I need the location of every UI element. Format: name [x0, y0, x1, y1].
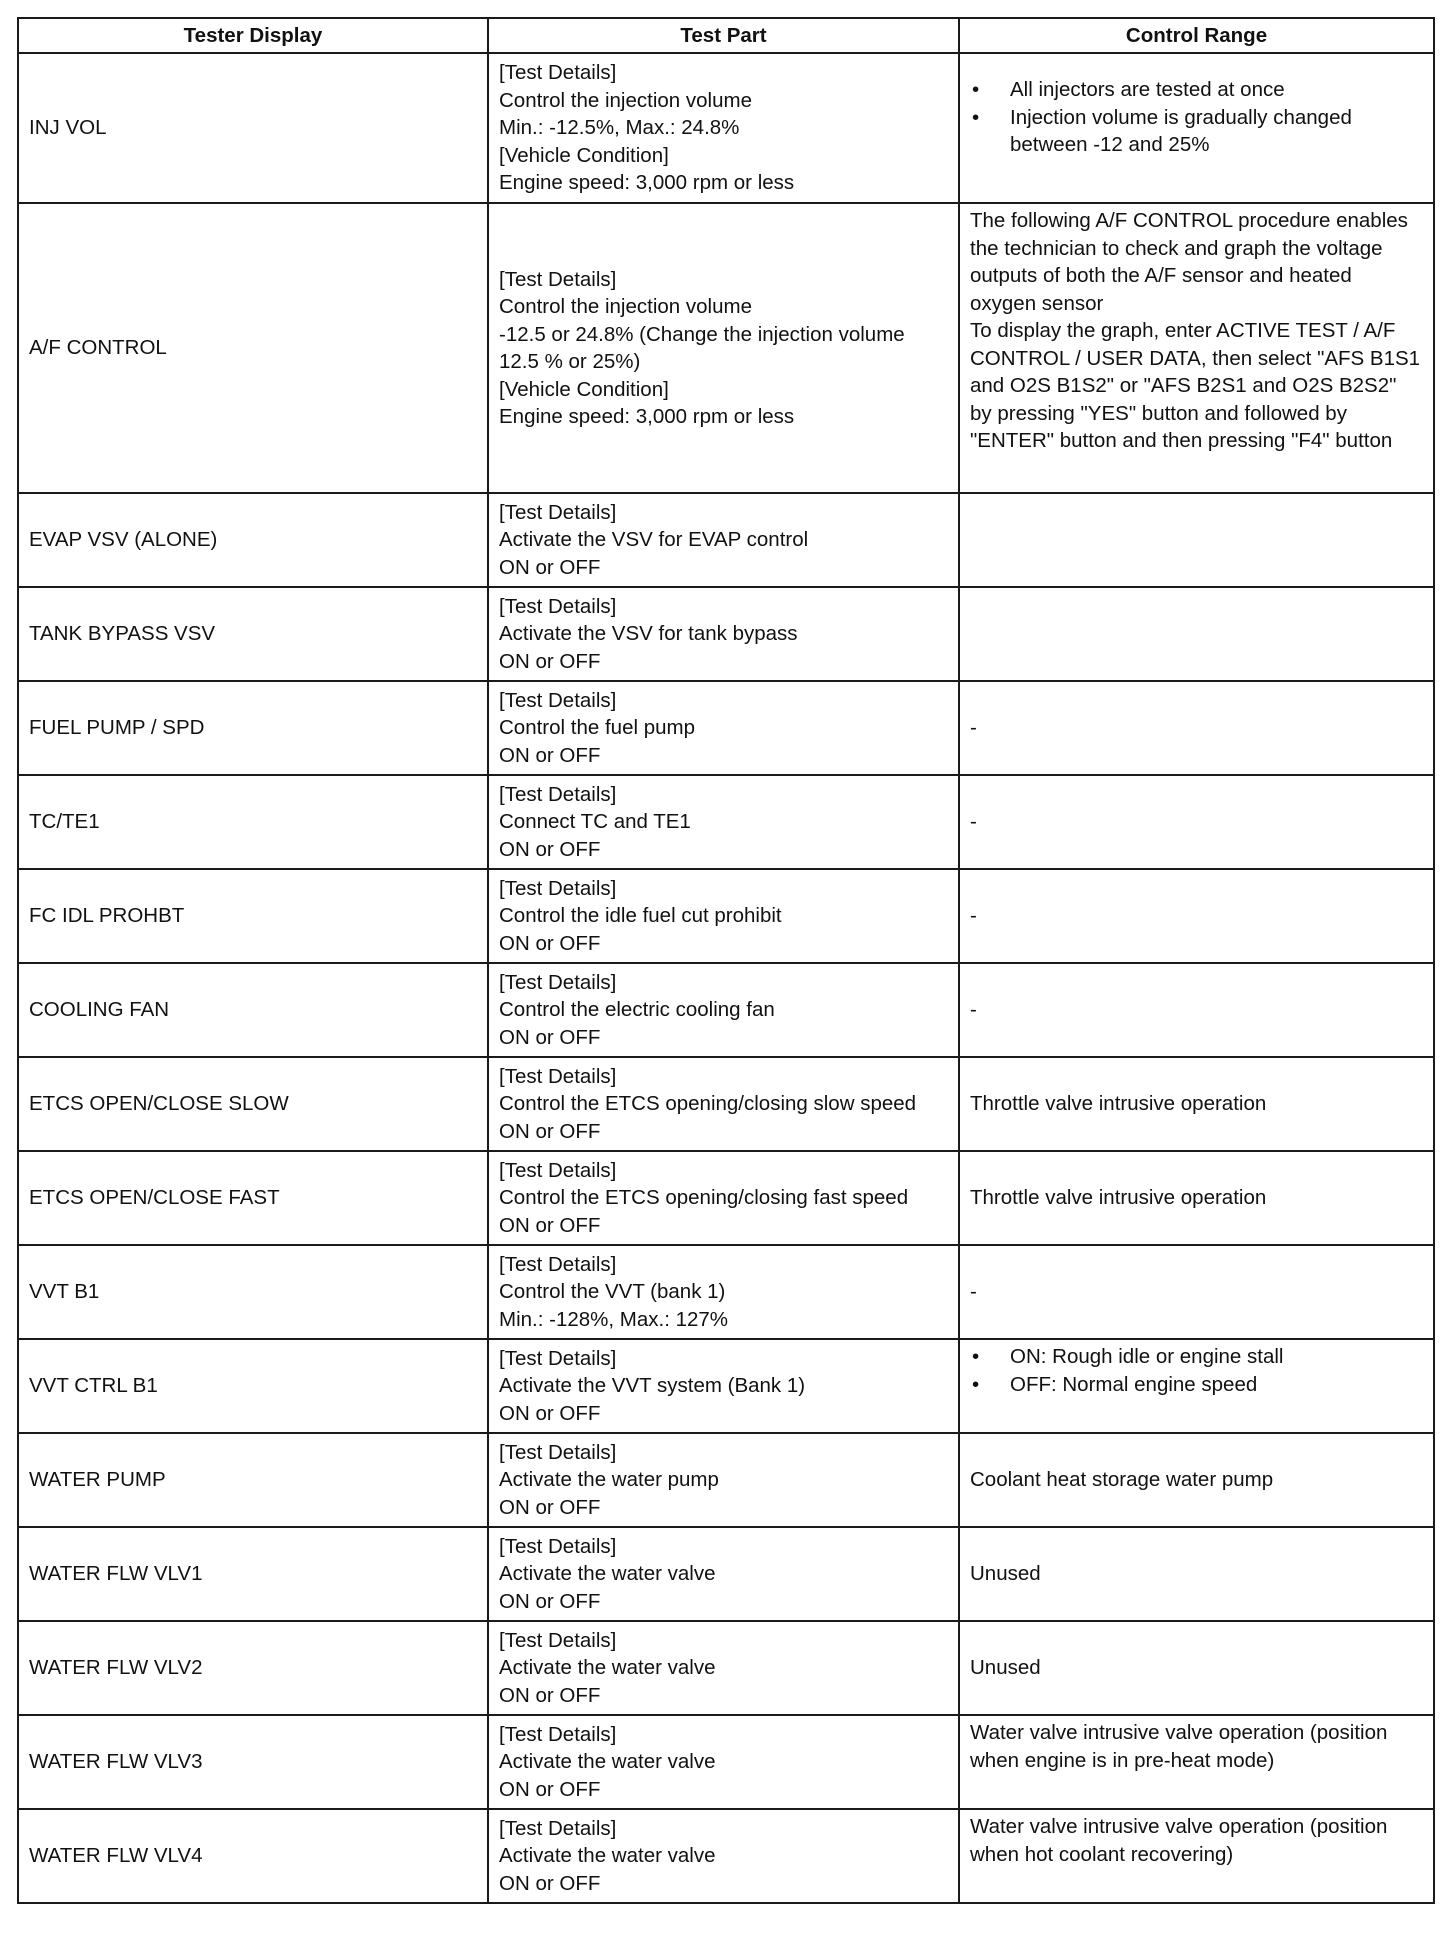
test-part-line: ON or OFF	[499, 931, 601, 955]
control-range-paragraph: To display the graph, enter ACTIVE TEST / A/F CONTROL / USER DATA, then select "AFS B1S1 and O2S B1S2" or "AFS B2S1 and O2S B2S2" by pressing "YES" button and followed by "ENTER" button and then pressing "F4" button	[970, 319, 1421, 452]
test-part-line: Activate the water valve	[499, 1562, 716, 1586]
tester-display-cell: TANK BYPASS VSV	[18, 587, 488, 681]
test-part-line: Control the injection volume	[499, 88, 752, 112]
active-test-table	[17, 17, 1435, 1904]
table-row	[18, 1245, 1434, 1339]
tester-display-cell: ETCS OPEN/CLOSE SLOW	[18, 1057, 488, 1151]
test-part-cell	[488, 1245, 959, 1339]
test-part-line: [Test Details]	[499, 1064, 617, 1088]
test-part-cell	[488, 587, 959, 681]
table-row	[18, 1057, 1434, 1151]
test-part-line: Activate the VVT system (Bank 1)	[499, 1374, 806, 1398]
table-row	[18, 1433, 1434, 1527]
test-part-line: ON or OFF	[499, 1871, 601, 1895]
tester-display-cell: FUEL PUMP / SPD	[18, 681, 488, 775]
control-range-cell	[959, 493, 1434, 587]
test-part-line: [Test Details]	[499, 1252, 617, 1276]
test-part-line: [Vehicle Condition]	[499, 143, 669, 167]
test-part-line: Control the ETCS opening/closing slow speed	[499, 1092, 917, 1116]
test-part-cell	[488, 775, 959, 869]
test-part-line: [Test Details]	[499, 594, 617, 618]
test-part-line: [Test Details]	[499, 876, 617, 900]
control-range-cell: -	[959, 775, 1434, 869]
test-part-line: [Test Details]	[499, 1346, 617, 1370]
test-part-line: ON or OFF	[499, 837, 601, 861]
test-part-line: ON or OFF	[499, 1401, 601, 1425]
header-control-range: Control Range	[959, 18, 1434, 53]
test-part-line: Control the injection volume	[499, 295, 752, 318]
test-part-cell	[488, 493, 959, 587]
control-range-cell: Coolant heat storage water pump	[959, 1433, 1434, 1527]
table-row	[18, 963, 1434, 1057]
control-range-cell: -	[959, 963, 1434, 1057]
control-range-paragraph: The following A/F CONTROL procedure enables the technician to check and graph the voltage outputs of both the A/F sensor and heated oxygen sensor	[970, 209, 1408, 315]
test-part-line: Control the fuel pump	[499, 716, 696, 740]
tester-display-cell: A/F CONTROL	[18, 203, 488, 493]
tester-display-cell: WATER FLW VLV3	[18, 1715, 488, 1809]
table-row	[18, 203, 1434, 493]
header-row	[18, 18, 1434, 53]
test-part-line: Activate the water valve	[499, 1656, 716, 1680]
tester-display-cell: INJ VOL	[18, 53, 488, 203]
test-part-cell	[488, 1151, 959, 1245]
table-row	[18, 1809, 1434, 1903]
test-part-cell	[488, 1339, 959, 1433]
test-part-line: ON or OFF	[499, 1213, 601, 1237]
test-part-cell	[488, 963, 959, 1057]
test-part-line: Activate the water valve	[499, 1750, 716, 1774]
control-range-cell: -	[959, 869, 1434, 963]
control-range-cell: -	[959, 1245, 1434, 1339]
tester-display-cell: VVT B1	[18, 1245, 488, 1339]
test-part-line: ON or OFF	[499, 1589, 601, 1613]
control-range-cell: Unused	[959, 1621, 1434, 1715]
test-part-line: [Test Details]	[499, 1534, 617, 1558]
test-part-cell	[488, 1433, 959, 1527]
test-part-line: [Vehicle Condition]	[499, 377, 669, 401]
control-range-cell	[959, 587, 1434, 681]
control-range-bullet: • OFF: Normal engine speed	[970, 1371, 1423, 1399]
test-part-cell	[488, 1527, 959, 1621]
test-part-line: [Test Details]	[499, 267, 617, 291]
header-test-part: Test Part	[488, 18, 959, 53]
test-part-cell	[488, 1715, 959, 1809]
tester-display-cell: COOLING FAN	[18, 963, 488, 1057]
table-body	[18, 53, 1434, 1903]
test-part-cell	[488, 1621, 959, 1715]
test-part-cell	[488, 1809, 959, 1903]
tester-display-cell: WATER FLW VLV1	[18, 1527, 488, 1621]
test-part-line: ON or OFF	[499, 743, 601, 767]
test-part-line: Control the electric cooling fan	[499, 998, 775, 1022]
test-part-line: Control the idle fuel cut prohibit	[499, 904, 782, 928]
test-part-cell	[488, 1057, 959, 1151]
table-row	[18, 53, 1434, 203]
test-part-line: Engine speed: 3,000 rpm or less	[499, 171, 795, 195]
test-part-line: ON or OFF	[499, 1119, 601, 1143]
test-part-line: ON or OFF	[499, 555, 601, 579]
tester-display-cell: ETCS OPEN/CLOSE FAST	[18, 1151, 488, 1245]
test-part-line: Min.: -128%, Max.: 127%	[499, 1307, 729, 1331]
test-part-line: Control the ETCS opening/closing fast speed	[499, 1186, 909, 1210]
test-part-line: -12.5 or 24.8% (Change the injection volume 12.5 % or 25%)	[499, 322, 905, 373]
test-part-line: Activate the VSV for EVAP control	[499, 528, 809, 552]
tester-display-cell: WATER FLW VLV2	[18, 1621, 488, 1715]
control-range-list	[970, 76, 1423, 159]
test-part-line: Activate the water valve	[499, 1844, 716, 1868]
tester-display-cell: WATER FLW VLV4	[18, 1809, 488, 1903]
test-part-line: Control the VVT (bank 1)	[499, 1280, 726, 1304]
test-part-line: ON or OFF	[499, 1025, 601, 1049]
table-row	[18, 1151, 1434, 1245]
table-row	[18, 1621, 1434, 1715]
control-range-cell	[959, 203, 1434, 493]
table-row	[18, 1527, 1434, 1621]
control-range-list	[970, 1343, 1423, 1398]
table-row	[18, 775, 1434, 869]
test-part-line: [Test Details]	[499, 970, 617, 994]
control-range-cell: Throttle valve intrusive operation	[959, 1057, 1434, 1151]
test-part-line: [Test Details]	[499, 500, 617, 524]
test-part-line: [Test Details]	[499, 1158, 617, 1182]
table-row	[18, 493, 1434, 587]
test-part-cell	[488, 203, 959, 493]
tester-display-cell: VVT CTRL B1	[18, 1339, 488, 1433]
test-part-cell	[488, 53, 959, 203]
test-part-line: [Test Details]	[499, 1440, 617, 1464]
test-part-line: [Test Details]	[499, 61, 617, 85]
test-part-line: [Test Details]	[499, 1722, 617, 1746]
test-part-line: ON or OFF	[499, 1495, 601, 1519]
test-part-line: [Test Details]	[499, 1628, 617, 1652]
test-part-line: ON or OFF	[499, 649, 601, 673]
test-part-line: Activate the water pump	[499, 1468, 719, 1492]
control-range-cell: Throttle valve intrusive operation	[959, 1151, 1434, 1245]
control-range-cell: Unused	[959, 1527, 1434, 1621]
header-tester-display: Tester Display	[18, 18, 488, 53]
tester-display-cell: WATER PUMP	[18, 1433, 488, 1527]
test-part-line: Engine speed: 3,000 rpm or less	[499, 405, 795, 428]
tester-display-cell: TC/TE1	[18, 775, 488, 869]
control-range-bullet: • All injectors are tested at once	[970, 76, 1423, 104]
table-row	[18, 681, 1434, 775]
test-part-line: [Test Details]	[499, 688, 617, 712]
tester-display-cell: EVAP VSV (ALONE)	[18, 493, 488, 587]
control-range-bullet: • ON: Rough idle or engine stall	[970, 1343, 1423, 1371]
tester-display-cell: FC IDL PROHBT	[18, 869, 488, 963]
control-range-cell: -	[959, 681, 1434, 775]
test-part-line: ON or OFF	[499, 1683, 601, 1707]
test-part-line: Connect TC and TE1	[499, 810, 691, 834]
test-part-line: [Test Details]	[499, 1816, 617, 1840]
test-part-cell	[488, 681, 959, 775]
test-part-line: Activate the VSV for tank bypass	[499, 622, 798, 646]
table-row	[18, 869, 1434, 963]
control-range-cell	[959, 1339, 1434, 1433]
table-row	[18, 1715, 1434, 1809]
test-part-line: Min.: -12.5%, Max.: 24.8%	[499, 116, 740, 140]
test-part-cell	[488, 869, 959, 963]
table-row	[18, 1339, 1434, 1433]
table-row	[18, 587, 1434, 681]
control-range-cell	[959, 53, 1434, 203]
control-range-bullet: • Injection volume is gradually changed between -12 and 25%	[970, 104, 1423, 159]
control-range-cell: Water valve intrusive valve operation (position when hot coolant recovering)	[959, 1809, 1434, 1903]
test-part-line: ON or OFF	[499, 1777, 601, 1801]
control-range-cell: Water valve intrusive valve operation (position when engine is in pre-heat mode)	[959, 1715, 1434, 1809]
test-part-line: [Test Details]	[499, 782, 617, 806]
